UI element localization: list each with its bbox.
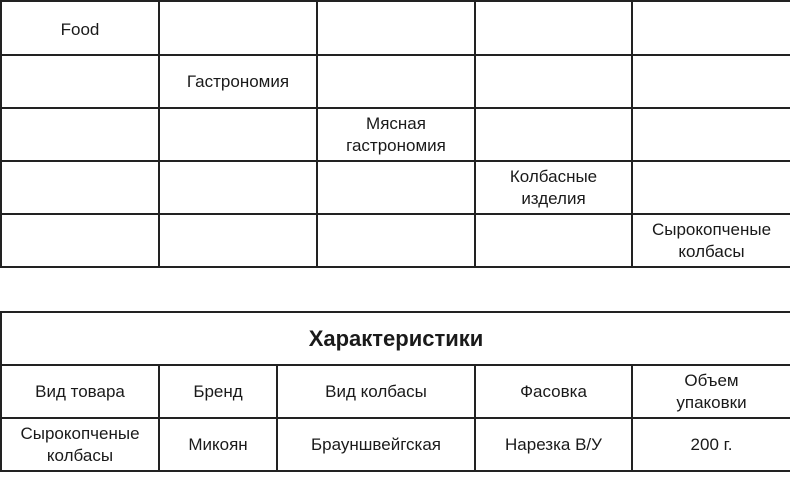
column-header: Фасовка (475, 365, 632, 418)
table-cell: Food (1, 1, 159, 55)
table-cell (317, 1, 475, 55)
table-cell (317, 55, 475, 108)
characteristics-table (0, 311, 790, 472)
table-cell: Мясная гастрономия (317, 108, 475, 161)
table-cell: Гастрономия (159, 55, 317, 108)
table-cell (1, 108, 159, 161)
table-cell (632, 1, 790, 55)
column-header: Вид колбасы (277, 365, 475, 418)
table-cell: 200 г. (632, 418, 790, 471)
table-row (1, 55, 790, 108)
table-cell (632, 108, 790, 161)
table-cell (475, 214, 632, 267)
table-row (1, 161, 790, 214)
table-cell (1, 161, 159, 214)
table-row (1, 214, 790, 267)
column-header: Вид товара (1, 365, 159, 418)
table-cell (1, 214, 159, 267)
table-row (1, 418, 790, 471)
table-cell (317, 161, 475, 214)
table-row (1, 1, 790, 55)
table-row (1, 108, 790, 161)
table-cell (159, 108, 317, 161)
table-title-row (1, 312, 790, 365)
table-cell: Брауншвейгская (277, 418, 475, 471)
table-title: Характеристики (1, 312, 790, 365)
table-cell: Колбасные изделия (475, 161, 632, 214)
table-cell (159, 214, 317, 267)
column-header: Бренд (159, 365, 277, 418)
table-cell: Сырокопченые колбасы (1, 418, 159, 471)
table-cell (632, 55, 790, 108)
table-cell (632, 161, 790, 214)
table-cell: Сырокопченые колбасы (632, 214, 790, 267)
table-cell: Микоян (159, 418, 277, 471)
table-cell: Нарезка В/У (475, 418, 632, 471)
table-cell (475, 55, 632, 108)
table-header-row (1, 365, 790, 418)
table-cell (159, 1, 317, 55)
table-cell (475, 1, 632, 55)
table-cell (475, 108, 632, 161)
table-cell (159, 161, 317, 214)
table-cell (317, 214, 475, 267)
column-header: Объем упаковки (632, 365, 790, 418)
table-cell (1, 55, 159, 108)
